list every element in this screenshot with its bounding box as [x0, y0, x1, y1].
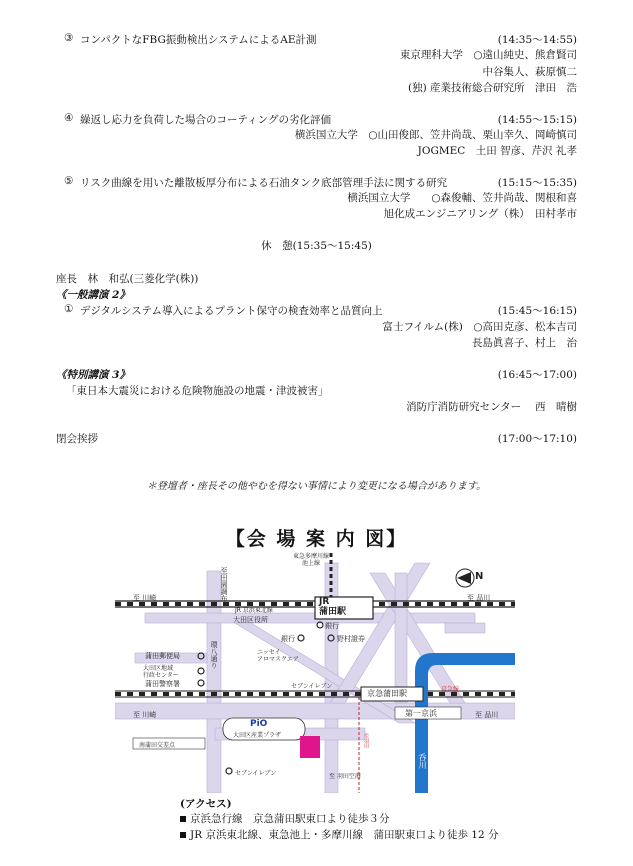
regional-admin-center: 大田区地域 行政センター: [143, 665, 179, 679]
item-5-time: (15:15～15:35): [497, 177, 577, 189]
keikyu-to-kawasaki: 至 川崎: [133, 711, 157, 719]
keikyu-to-shinagawa: 至 品川: [475, 711, 499, 719]
access-line: [180, 827, 499, 842]
seven-eleven-label: セブンイレブン: [291, 683, 333, 690]
item-5-author-line: 横浜国立大学 ○森俊輔、笠井尚哉、関根和喜: [347, 192, 577, 204]
break-text: 休 憩(15:35～15:45): [261, 240, 372, 252]
access-heading: (アクセス): [180, 798, 232, 810]
general-title: デジタルシステム導入によるプラント保守の検査効率と品質向上: [80, 305, 383, 317]
venue-map: [115, 553, 515, 793]
nomigawa-river: 呑川: [418, 753, 427, 769]
access-jr: JR 京浜東北線、東急池上・多摩川線 蒲田駅東口より徒歩 12 分: [190, 829, 499, 841]
bank-label: 銀行: [325, 622, 339, 630]
pio-venue-name: 大田区産業プラザ: [233, 732, 282, 739]
north-label: N: [475, 571, 484, 582]
special-author: 消防庁消防研究センター 西 晴樹: [406, 401, 577, 413]
jr-to-kawasaki: 至 川崎: [133, 594, 157, 602]
general-number: ①: [64, 303, 74, 315]
daiichi-keihin: 第一京浜: [405, 709, 437, 718]
item-3-time: (14:35～14:55): [497, 34, 577, 46]
item-3-title: コンパクトなFBG振動検出システムによるAE計測: [80, 34, 317, 46]
keikyu-kamata-station: 京急蒲田駅: [367, 689, 407, 698]
item-3-author-line: (独) 産業技術総合研究所 津田 浩: [407, 82, 577, 94]
bullet-square-icon: [180, 816, 186, 822]
map-title: 【会 場 案 内 図】: [225, 528, 408, 550]
bullet-square-icon: [180, 832, 186, 838]
closing-time: (17:00～17:10): [497, 433, 577, 445]
special-lecture-heading: 《特別講演 3》: [56, 369, 130, 381]
tokyu-line-label: 東急多摩川線 池上線: [293, 553, 330, 567]
item-4-time: (14:55～15:15): [497, 114, 577, 126]
access-line: [180, 811, 390, 826]
to-haneda-vertical: 至羽田: [363, 733, 369, 748]
closing-label: 閉会挨拶: [56, 433, 98, 445]
item-4-author-line: 横浜国立大学 ○山田俊郎、笠井尚哉、栗山幸久、岡崎慎司: [294, 129, 577, 141]
nomura-securities: 野村證券: [337, 635, 365, 643]
item-4-author-line: JOGMEC 土田 智彦、芹沢 礼孝: [417, 145, 577, 157]
jr-to-shinagawa: 至 品川: [467, 594, 491, 602]
kanpachi-road: 環八通り: [210, 641, 218, 669]
access-keikyu: 京浜急行線 京急蒲田駅東口より徒歩３分: [190, 813, 390, 825]
special-time: (16:45～17:00): [497, 369, 577, 381]
general-lecture-heading: 《一般講演 2》: [56, 289, 130, 301]
item-4-number: ④: [64, 112, 74, 124]
special-title: 「東日本大震災における危険物施設の地震・津波被害」: [66, 385, 329, 397]
pio-logo: PiO: [250, 719, 268, 729]
item-3-author-line: 東京理科大学 ○遠山純史、熊倉賢司: [399, 49, 577, 61]
general-author-line: 富士フイルム(株) ○高田克彦、松本吉司: [382, 321, 577, 333]
item-5-author-line: 旭化成エンジニアリング（株） 田村孝市: [383, 208, 577, 220]
minami-kamata-crossing: 南蒲田交差点: [139, 742, 176, 749]
keikyu-line-label: 京急線: [441, 686, 460, 693]
seven-eleven-label: セブンイレブン: [235, 770, 277, 777]
bank-label: 銀行: [281, 635, 295, 643]
item-4-title: 繰返し応力を負荷した場合のコーティングの劣化評価: [80, 114, 331, 126]
session-chair: 座長 林 和弘(三菱化学(株)): [56, 273, 199, 285]
change-notice: ＊登壇者・座長その他やむを得ない事情により変更になる場合があります。: [146, 481, 487, 492]
to-denenchofu: 至田園調布: [220, 567, 228, 602]
item-5-title: リスク曲線を用いた離散板厚分布による石油タンク底部管理手法に関する研究: [80, 177, 448, 189]
general-time: (15:45～16:15): [497, 305, 577, 317]
item-3-number: ③: [64, 32, 74, 44]
general-author-line: 長島眞喜子、村上 治: [472, 337, 577, 349]
nissay-aroma-square: ニッセイ アロマスクエア: [257, 649, 299, 663]
item-5-number: ⑤: [64, 175, 74, 187]
kamata-police: 蒲田警察署: [145, 680, 180, 688]
to-haneda-airport: 至 羽田空港: [329, 773, 361, 780]
ota-ward-office: 大田区役所: [233, 616, 268, 624]
jr-kamata-station: JR 蒲田駅: [319, 597, 347, 617]
item-3-author-line: 中谷集人、萩原慎二: [482, 66, 577, 78]
kamata-post-office: 蒲田郵便局: [145, 652, 180, 660]
jr-line-label: JR 京浜東北線: [235, 607, 273, 614]
